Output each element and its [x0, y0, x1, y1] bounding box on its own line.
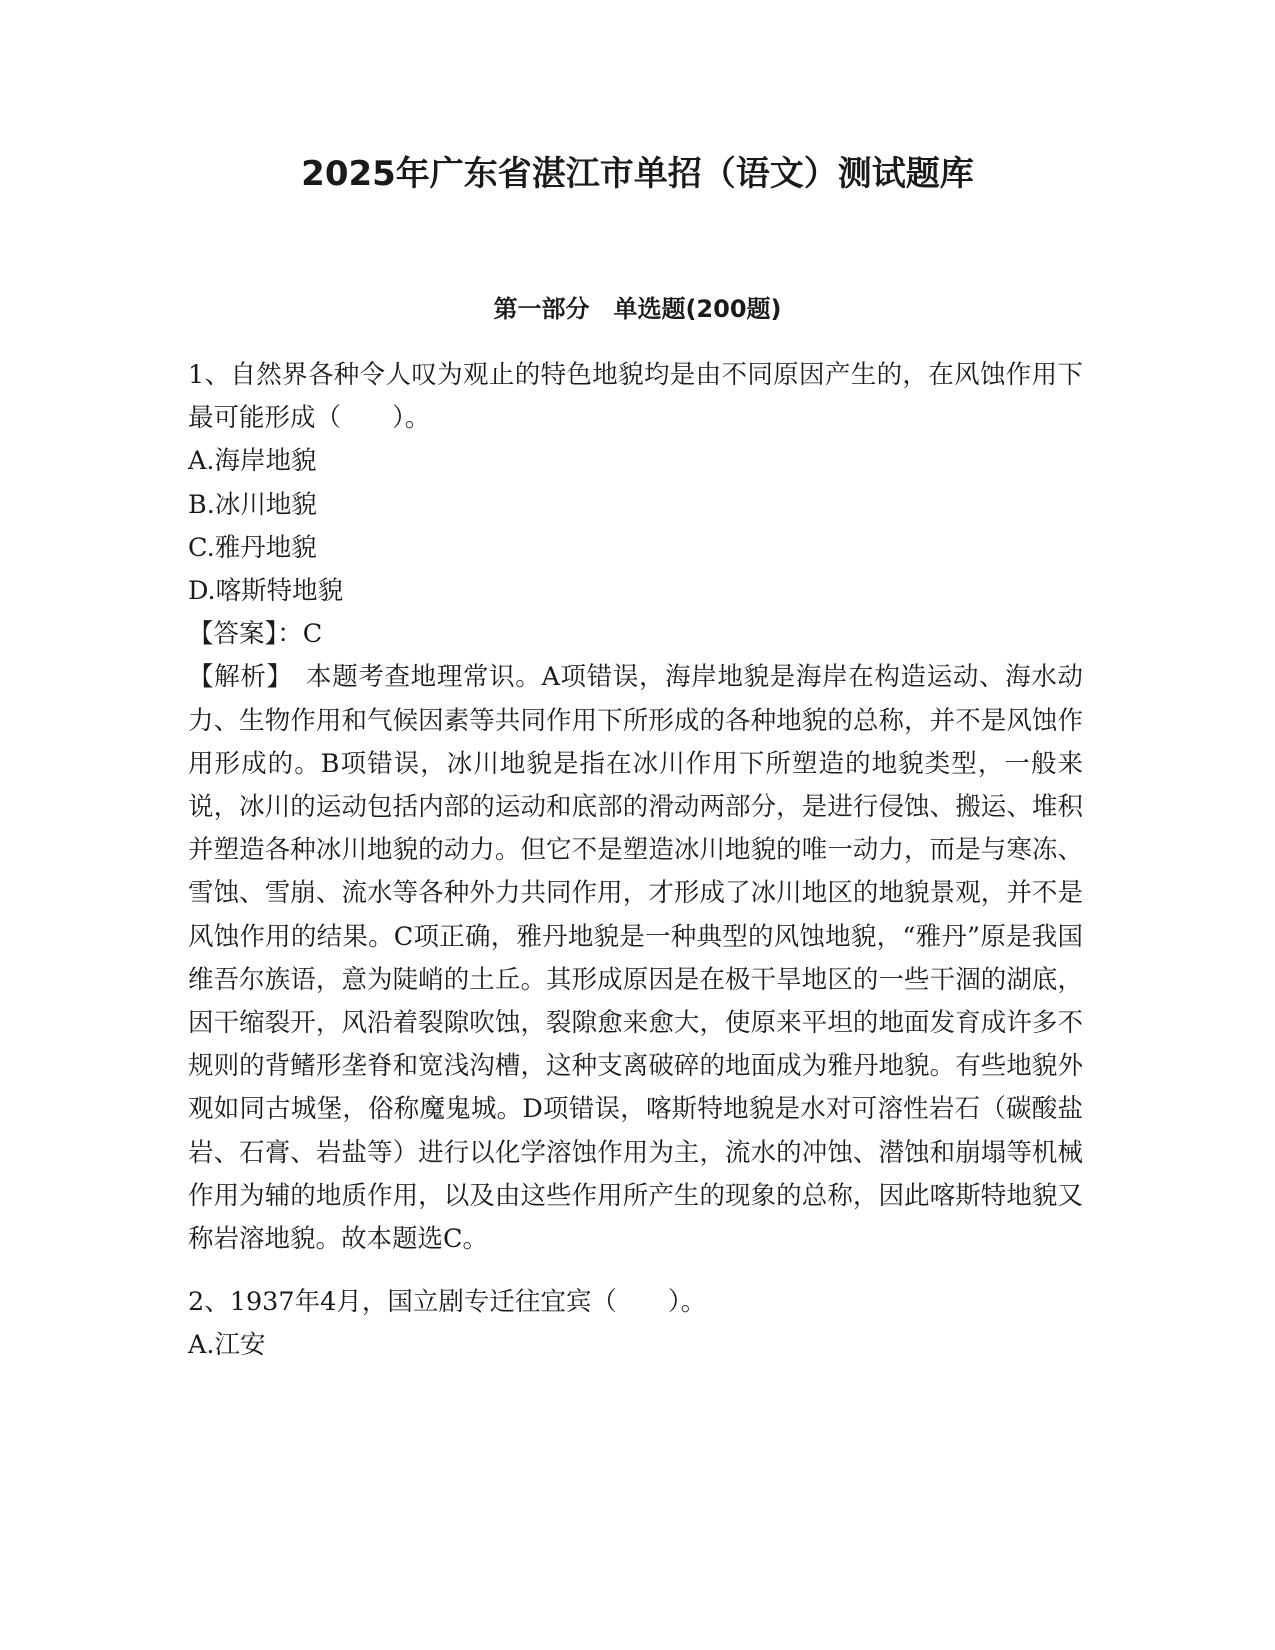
- question-stem: 2、1937年4月，国立剧专迁往宜宾（ ）。: [188, 1287, 707, 1318]
- option-d: D.喀斯特地貌: [188, 576, 344, 607]
- question-list: [188, 354, 1083, 1368]
- analysis-paragraph: 【解析】 本题考查地理常识。A项错误，海岸地貌是海岸在构造运动、海水动力、生物作用和气候因素等共同作用下所形成的各种地貌的总称，并不是风蚀作用形成的。B项错误，冰川地貌是指在冰川作用下所塑造的地貌类型，一般来说，冰川的运动包括内部的运动和底部的滑动两部分，是进行侵蚀、搬运、堆积并塑造各种冰川地貌的动力。但它不是塑造冰川地貌的唯一动力，而是与寒冻、雪蚀、雪崩、流水等各种外力共同作用，才形成了冰川地区的地貌景观，并不是风蚀作用的结果。C项正确，雅丹地貌是一种典型的风蚀地貌，“雅丹”原是我国维吾尔族语，意为陡峭的土丘。其形成原因是在极干旱地区的一些干涸的湖底，因干缩裂开，风沿着裂隙吹蚀，裂隙愈来愈大，使原来平坦的地面发育成许多不规则的背鳍形垄脊和宽浅沟槽，这种支离破碎的地面成为雅丹地貌。有些地貌外观如同古城堡，俗称魔鬼城。D项错误，喀斯特地貌是水对可溶性岩石（碳酸盐岩、石膏、岩盐等）进行以化学溶蚀作用为主，流水的冲蚀、潜蚀和崩塌等机械作用为辅的地质作用，以及由这些作用所产生的现象的总称，因此喀斯特地貌又称岩溶地貌。故本题选C。: [188, 662, 1083, 1255]
- option-a: A.海岸地貌: [188, 446, 317, 477]
- document-title: 2025年广东省湛江市单招（语文）测试题库: [301, 154, 974, 194]
- option-c: C.雅丹地貌: [188, 532, 317, 563]
- section-title: 第一部分 单选题(200题): [493, 295, 782, 323]
- option-a: A.江安: [188, 1330, 266, 1361]
- question-2: [188, 1281, 1083, 1367]
- answer-line: 【答案】：C: [188, 619, 323, 650]
- option-b: B.冰川地貌: [188, 489, 317, 520]
- question-1: [188, 354, 1083, 1261]
- question-stem: 1、自然界各种令人叹为观止的特色地貌均是由不同原因产生的，在风蚀作用下最可能形成（ ）。: [188, 360, 1083, 434]
